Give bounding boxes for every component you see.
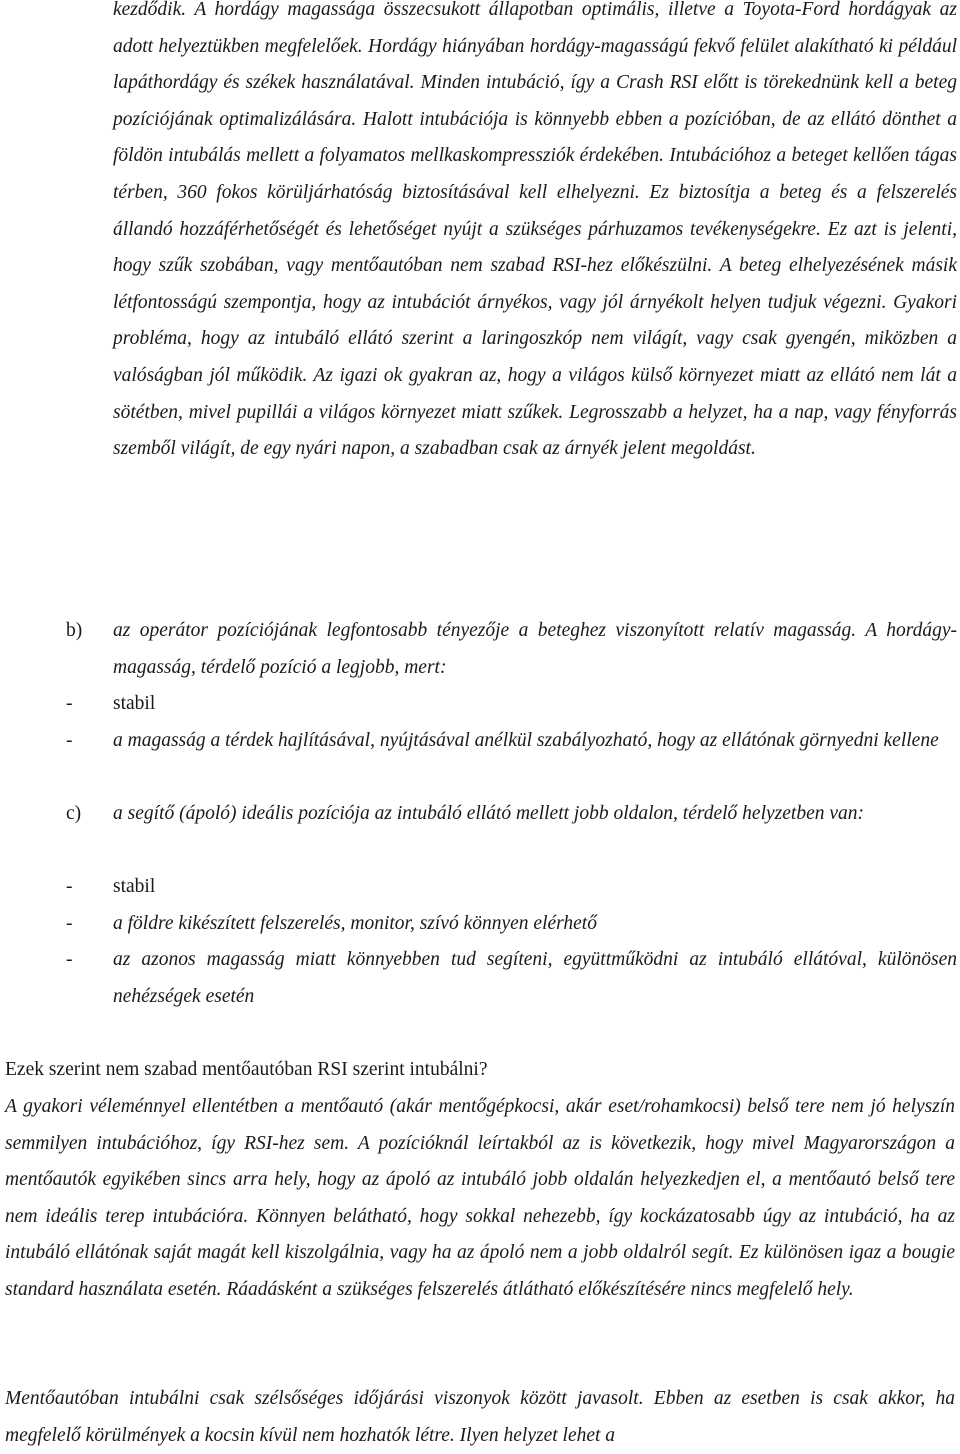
bullet-marker: - xyxy=(66,913,73,934)
question-heading: Ezek szerint nem szabad mentőautóban RSI szerint intubálni? xyxy=(5,1059,488,1080)
bullet-marker: - xyxy=(66,949,73,970)
answer-paragraph-1: A gyakori véleménnyel ellentétben a mentőautó (akár mentőgépkocsi, akár eset/rohamkocsi) belső tere nem jó helyszín semmilyen intubációhoz, így RSI-hez sem. A pozícióknál leírtakból az is következik, hogy mivel Magyarországon a mentőautók egyikében sincs arra hely, hogy az ápoló az intubáló jobb oldalán helyezkedjen el, a mentőautó belső tere nem ideális terep intubációra. Könnyen belátható, hogy sokkal nehezebb, így kockázatosabb úgy az intubáció, ha az intubáló ellátónak saját magát kell kiszolgálnia, vagy ha az ápoló nem a jobb oldalról segít. Ez különösen igaz a bougie standard használata esetén. Ráadásként a szükséges felszerelés átlátható előkészítésére nincs megfelelő hely. xyxy=(5,1096,955,1300)
item-c-bullet-2: a földre kikészített felszerelés, monitor, szívó könnyen elérhető xyxy=(113,913,597,934)
bullet-marker: - xyxy=(66,876,73,897)
item-b-bullet-2: a magasság a térdek hajlításával, nyújtásával anélkül szabályozható, hogy az ellátónak görnyedni kellene xyxy=(113,730,939,751)
item-c-marker: c) xyxy=(66,803,82,824)
intro-paragraph: kezdődik. A hordágy magassága összecsukott állapotban optimális, illetve a Toyota-Ford hordágyak az adott helyeztükben megfelelőek. Hordágy hiányában hordágy-magasságú fekvő felület alakítható ki például lapáthordágy és székek használatával. Minden intubáció, így a Crash RSI előtt is törekednünk kell a beteg pozíciójának optimalizálására. Halott intubációja is könnyebb ebben a pozícióban, de az ellátó dönthet a földön intubálás mellett a folyamatos mellkaskompressziók érdekében. Intubációhoz a beteget kellően tágas térben, 360 fokos körüljárhatóság biztosításával kell elhelyezni. Ez biztosítja a beteg és a felszerelés állandó hozzáférhetőségét és lehetőséget nyújt a szükséges párhuzamos tevékenységekre. Ez azt is jelenti, hogy szűk szobában, vagy mentőautóban nem szabad RSI-hez előkészülni. A beteg elhelyezésének másik létfontosságú szempontja, hogy az intubációt árnyékos, vagy jól árnyékolt helyen tudjuk végezni. Gyakori probléma, hogy az intubáló ellátó szerint a laringoszkóp nem világít, vagy csak gyengén, miközben a valóságban jól működik. Az igazi ok gyakran az, hogy a világos külső környezet miatt az ellátó nem lát a sötétben, mivel pupillái a világos környezet miatt szűkek. Legrosszabb a helyzet, ha a nap, vagy fényforrás szemből világít, de egy nyári napon, a szabadban csak az árnyék jelent megoldást. xyxy=(113,0,957,460)
item-b-bullet-1: stabil xyxy=(113,693,156,714)
answer-paragraph-2: Mentőautóban intubálni csak szélsőséges időjárási viszonyok között javasolt. Ebben az esetben is csak akkor, ha megfelelő körülmények a kocsin kívül nem hozhatók létre. Ilyen helyzet lehet a xyxy=(5,1388,955,1446)
item-b-marker: b) xyxy=(66,620,83,641)
bullet-marker: - xyxy=(66,693,73,714)
item-c-bullet-1: stabil xyxy=(113,876,156,897)
item-c-bullet-3: az azonos magasság miatt könnyebben tud segíteni, együttműködni az intubáló ellátóval, különösen nehézségek esetén xyxy=(113,949,957,1007)
item-c-text: a segítő (ápoló) ideális pozíciója az intubáló ellátó mellett jobb oldalon, térdelő helyzetben van: xyxy=(113,803,864,824)
item-b-text: az operátor pozíciójának legfontosabb tényezője a beteghez viszonyított relatív magasság. A hordágy-magasság, térdelő pozíció a legjobb, mert: xyxy=(113,620,957,678)
bullet-marker: - xyxy=(66,730,73,751)
